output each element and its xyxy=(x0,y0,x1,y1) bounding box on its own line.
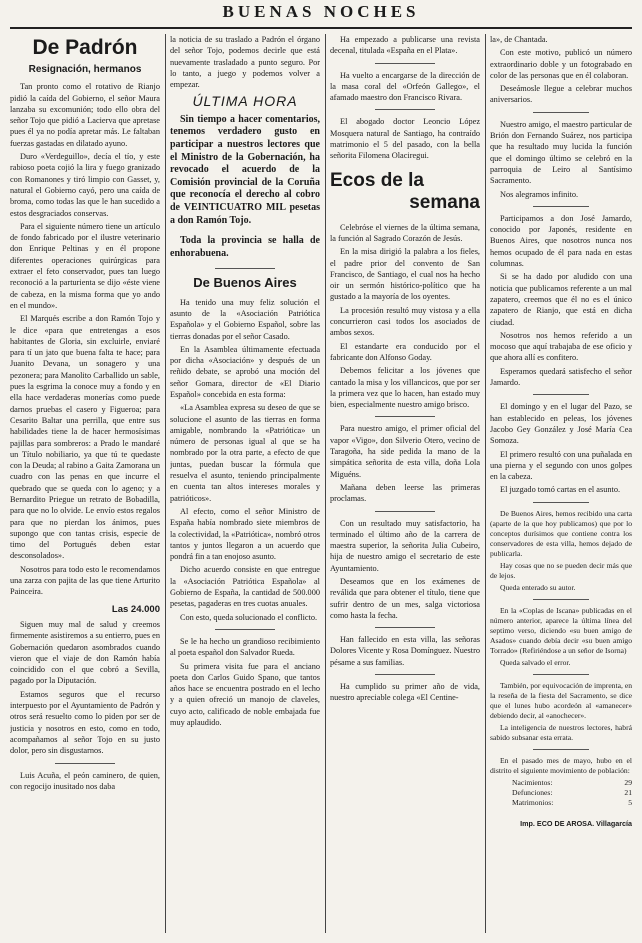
separator-rule xyxy=(533,674,590,675)
masthead-rule xyxy=(10,27,632,29)
separator-rule xyxy=(215,268,275,269)
separator-rule xyxy=(533,749,590,750)
paragraph: Celebróse el viernes de la última semana, la función al Sagrado Corazón de Jesús. xyxy=(330,222,480,243)
paragraph: Con un resultado muy satisfactorio, ha terminado el último año de la carrera de maestra superior, la señorita Julia Cubeiro, hija de nuestro amigo el secretario de este Ayuntamiento. xyxy=(330,518,480,573)
paragraph: En el pasado mes de mayo, hubo en el distrito el siguiente movimiento de población: xyxy=(490,755,632,775)
paragraph: Queda enterado su autor. xyxy=(500,582,576,592)
separator-rule xyxy=(375,674,435,675)
paragraph: Con este motivo, publicó un número extraordinario doble y un fotograbado en color de las personas que en él colaboran. xyxy=(490,48,632,80)
paragraph: «La Asamblea expresa su deseo de que se solucione el asunto de las tierras en forma amigable, nombrando la «Patriótica» un número de personas igual al que se ha nombrado por la otra parte, a efecto de que juntas, puedan buscar la fórmula que resuelva el asunto, teniendo principalmente en cuenta tan altos intereses morales y patrióticos». xyxy=(170,403,320,503)
paragraph: Deseámosle llegue a celebrar muchos aniversarios. xyxy=(490,84,632,105)
paragraph: Participamos a don José Jamardo, conocido por Japonés, residente en Buenos Aires, que nosotros nunca nos hemos ocupado de él para nada en estas columnas. xyxy=(490,213,632,269)
breaking-news-closing: Toda la provincia se halla de enhorabuena. xyxy=(170,235,320,259)
separator-rule xyxy=(533,206,590,207)
paragraph: Al efecto, como el señor Ministro de España había nombrado siete miembros de la colectividad, la «Patriótica», nombró otros tantos y juntos llegaron a un acuerdo que pondrá fin a tan enojoso asunto. xyxy=(170,506,320,562)
column-1 xyxy=(10,34,160,935)
paragraph: En la Asamblea últimamente efectuada por dicha «Asociación» y después de un reñido debate, se aprobó una moción del señor Gomara, director de «El Diario Español» concebida en esta forma: xyxy=(170,344,320,399)
paragraph: En la «Coplas de Iscana» publicadas en el número anterior, aparece la última línea del septimo verso, diciendo «su buen amigo de Asados» cuando debía decir «su buen amigo Torrado» (Refiriéndose a un señor de Isorna) xyxy=(490,605,632,655)
paragraph: La inteligencia de nuestros lectores, habrá sabido subsanar esta errata. xyxy=(490,722,632,742)
stat-value: 21 xyxy=(624,787,632,797)
separator-rule xyxy=(375,416,435,417)
separator-rule xyxy=(375,109,435,110)
paragraph: Nuestro amigo, el maestro particular de Brión don Fernando Suárez, nos participa que ha resultado muy lucida la función que el domingo último se celebró en la parroquia de Leiro al Santísimo Sacramento. xyxy=(490,119,632,186)
paragraph: Queda salvado el error. xyxy=(500,657,571,667)
printer-imprint: Imp. ECO DE AROSA. Villagarcía xyxy=(520,818,632,828)
population-stats xyxy=(490,778,632,808)
paragraph: Si se ha dado por aludido con una noticia que publicamos referente a un mal zapatero, creemos que él no es el único zapatero de Rianjo, que está en dicha ciudad. xyxy=(490,272,632,327)
paragraph: la», de Chantada. xyxy=(490,35,548,44)
article-subtitle: Resignación, hermanos xyxy=(28,64,142,75)
paragraph: Nos alegramos infinito. xyxy=(500,189,579,199)
paragraph: Esperamos quedará satisfecho el señor Jamardo. xyxy=(490,366,632,388)
paragraph: El primero resultó con una puñalada en una pierna y el segundo con unos golpes en la cabeza. xyxy=(490,449,632,482)
paragraph: Han fallecido en esta villa, las señoras Dolores Vicente y Rosa Domínguez. Nuestro pésame a sus familias. xyxy=(330,635,480,667)
paragraph: Ha cumplido su primer año de vida, nuestro apreciable colega «El Centine- xyxy=(330,682,480,703)
paragraph: El Marqués escribe a don Ramón Tojo y le dice «para que entretengas a esos habitantes de Gloria, sin excluirle, enviaré para tí un jato que buena falta te hace; para Juanito Devana, un sonagero y una pezonera; para Manolito Carballido un sable, pues la esgrima la conoce muy a fondo y en ella hace verdaderas monerías como puede darnos pruebas el casero y Figueroa; para Cesarito Baltar una perrilla, que entre sus habilidades tiene la de hacer hermosísimas pajillas para sombreros: a Prado le mandaré un Título nobiliario, ya que tú te quedaste con la Deuda; al rabino a Gaita Zamorana un cuadro con las penas en que incurre el quebrado que se queda con lo ageno; y a Bernardito Priegue un retrato de Bobadilla, para que no lo olvide. Le envío estos regalos para que no pierdan los ánimos, pues supongo que con tantas crisis, especie de timo del Portugués deben estar desconsolados». xyxy=(10,314,160,561)
separator-rule xyxy=(375,627,435,628)
stat-row xyxy=(490,788,632,798)
separator-rule xyxy=(375,511,435,512)
paragraph: El juzgado tomó cartas en el asunto. xyxy=(500,485,621,495)
stat-row xyxy=(490,778,632,788)
separator-rule xyxy=(533,599,590,600)
section-heading-las-24000: Las 24.000 xyxy=(111,603,160,615)
separator-rule xyxy=(533,112,590,113)
paragraph: También, por equivocación de imprenta, en la reseña de la fiesta del Sacramento, se dice que el lunes hubo acordeón al «amanecer» debiendo decir, al «anochecer». xyxy=(490,680,632,720)
paragraph: Mañana deben leerse las primeras proclamas. xyxy=(330,482,480,504)
paragraph: Para el siguiente número tiene un artículo de fondo fabricado por el ilustre veterinario don Enrique Peltinas y en él propone diferentes operaciones quirúrgicas para extraer el feto conservador, pues tan luego reconoció a la parturienta se dijo «éste viene de cabeza, en la misma forma que yo ando en el mundo». xyxy=(10,221,160,310)
column-divider xyxy=(485,34,486,933)
separator-rule xyxy=(215,629,275,630)
masthead: BUENAS NOCHES xyxy=(222,2,420,21)
paragraph: El estandarte era conducido por el fabricante don Alfonso Goday. xyxy=(330,341,480,362)
paragraph: Dicho acuerdo consiste en que entregue la «Asociación Patriótica Española» al Gobierno de España, la cantidad de 500.000 pesetas, pagaderas en tres cuotas anuales. xyxy=(170,565,320,609)
column-2 xyxy=(170,34,320,935)
paragraph: Luis Acuña, el peón caminero, de quien, con regocijo inusitado nos daba xyxy=(10,770,160,791)
paragraph: Duro «Verdeguillo», decía el tío, y este rabioso poeta cojió la lira y fuego granizado con Romanones y tiró limpio con Gasset, y, natural el Gobierno cayó, pero una caída de broma, como todas las que le han sucedido a estos desgraciados conservas. xyxy=(10,152,160,218)
paragraph: Nosotros para todo esto le recomendamos una zarza con pajita de las que tiene Arturito Painceira. xyxy=(10,564,160,597)
paragraph: El abogado doctor Leoncio López Mosquera natural de Santiago, ha contraído matrimonio el 5 del pasado, con la bella señorita Filomena Olaciregui. xyxy=(330,117,480,161)
column-divider xyxy=(325,34,326,933)
paragraph: Hay cosas que no se pueden decir más que de lejos. xyxy=(490,560,632,580)
paragraph: Se le ha hecho un grandioso recibimiento al poeta español don Salvador Rueda. xyxy=(170,636,320,658)
paragraph: Tan pronto como el rotativo de Rianjo pidió la caída del Gobierno, el señor Maura lanzaba su excomunión; todo ello obra del señor Tojo que pidió a Lacierva que apretase pues él ya no podía apretar más. Le faltaban fuerzas gastadas en dilatado ayuno. xyxy=(10,82,160,148)
paragraph: Su primera visita fue para el anciano poeta don Carlos Guido Spano, que tantos años hace se encuentra postrado en el lecho y a quien ofreció un manojo de claveles, cuyo acto, calificado de noble embajada fue muy aplaudido. xyxy=(170,661,320,727)
breaking-news-text: Sin tiempo a hacer comentarios, tenemos verdadero gusto en participar a nuestros lectores que el Ministro de la Gobernación, ha revocado el acuerdo de la Comisión provincial de la Coruña que reconocía el derecho al cobro de VEINTICUATRO MIL pesetas a don Ramón Tojo. xyxy=(170,113,320,226)
heading-ultima-hora: ÚLTIMA HORA xyxy=(192,93,298,110)
paragraph: Deseamos que en los exámenes de reválida que para obtener el título, tiene que sufrir dentro de un mes, salga victoriosa como hasta la fecha. xyxy=(330,576,480,620)
paragraph: El domingo y en el lugar del Pazo, se han establecido en peleas, los jóvenes Jacobo Gey González y José María Cea Somoza. xyxy=(490,402,632,446)
article-title-de-padron: De Padrón xyxy=(32,36,138,59)
paragraph: La procesión resultó muy vistosa y a ella concurrieron casi todos los asociados de ambos sexos. xyxy=(330,305,480,338)
stat-value: 29 xyxy=(624,777,632,787)
stat-row xyxy=(490,798,632,808)
heading-line-2: semana xyxy=(409,191,480,213)
paragraph: Ha empezado a publicarse una revista decenal, titulada «España en el Plata». xyxy=(330,35,480,56)
column-4 xyxy=(490,34,632,935)
stat-label: Nacimientos: xyxy=(512,777,553,787)
heading-line-1: Ecos de la xyxy=(330,169,424,191)
separator-rule xyxy=(375,63,435,64)
paragraph: Estamos seguros que el recurso interpuesto por el Ayuntamiento de Padrón y otros será resuelto como lo piden por ser de justicia y nosotros en esto, como en todo, acompañamos al señor Tojo en su justo dolor, pero sin disgustarnos. xyxy=(10,689,160,756)
separator-rule xyxy=(533,394,590,395)
column-3 xyxy=(330,34,480,935)
stat-label: Matrimonios: xyxy=(512,797,554,807)
stat-value: 5 xyxy=(628,797,632,807)
paragraph: Para nuestro amigo, el primer oficial del vapor «Vigo», don Silverio Otero, vecino de Taragoña, ha side pedida la mano de la simpática señorita de esta villa, doña Lola Miguéns. xyxy=(330,424,480,479)
paragraph: la noticia de su traslado a Padrón el órgano del señor Tojo, podemos decirle que está nuevamente trasladado a punto seguro. Por lo tanto, a juego y podemos volver a empezar. xyxy=(170,35,320,90)
paragraph: Ha vuelto a encargarse de la dirección de la masa coral del «Orfeón Gallego», el afamado maestro don Francisco Rivara. xyxy=(330,70,480,103)
separator-rule xyxy=(55,763,115,764)
paragraph: Siguen muy mal de salud y creemos firmemente asistiremos a su entierro, pues en Gobernación quedaron asombrados cuando vieron que el viaje de don Ramón había coincidido con el que cobró a Sevilla, pagado por la Diputación. xyxy=(10,619,160,686)
paragraph: Debemos felicitar a los jóvenes que cantado la misa y los villancicos, que por ser la primera vez que lo hacen, han estado muy bien, especialmente nuestro amigo brisco. xyxy=(330,366,480,410)
paragraph: De Buenos Aires, hemos recibido una carta (aparte de la que hoy publicamos) que por lo conceptos durísimos que contiene contra los conservadores de esta villa, hemos dejado de publicarla. xyxy=(490,508,632,558)
stat-label: Defunciones: xyxy=(512,787,553,797)
heading-ecos-de-la-semana xyxy=(330,170,480,214)
heading-de-buenos-aires: De Buenos Aires xyxy=(193,275,297,291)
paragraph: En la misa dirigió la palabra a los fieles, el padre prior del convento de San Francisco, de Santiago, el cual nos ha hecho oir un sermón histórico-político que ha gustado a la mayoría de los oyentes. xyxy=(330,247,480,302)
paragraph: Ha tenido una muy feliz solución el asunto de la «Asociación Patriótica Española» y el Gobierno Español, sobre las tierras donadas por el señor Casado. xyxy=(170,297,320,341)
column-divider xyxy=(165,34,166,933)
separator-rule xyxy=(533,502,590,503)
paragraph: Con esto, queda solucionado el conflicto. xyxy=(180,612,318,622)
paragraph: Nosotros nos hemos referido a un mocoso que aquí trabajaba de ese oficio y que ahora allí es confitero. xyxy=(490,330,632,363)
